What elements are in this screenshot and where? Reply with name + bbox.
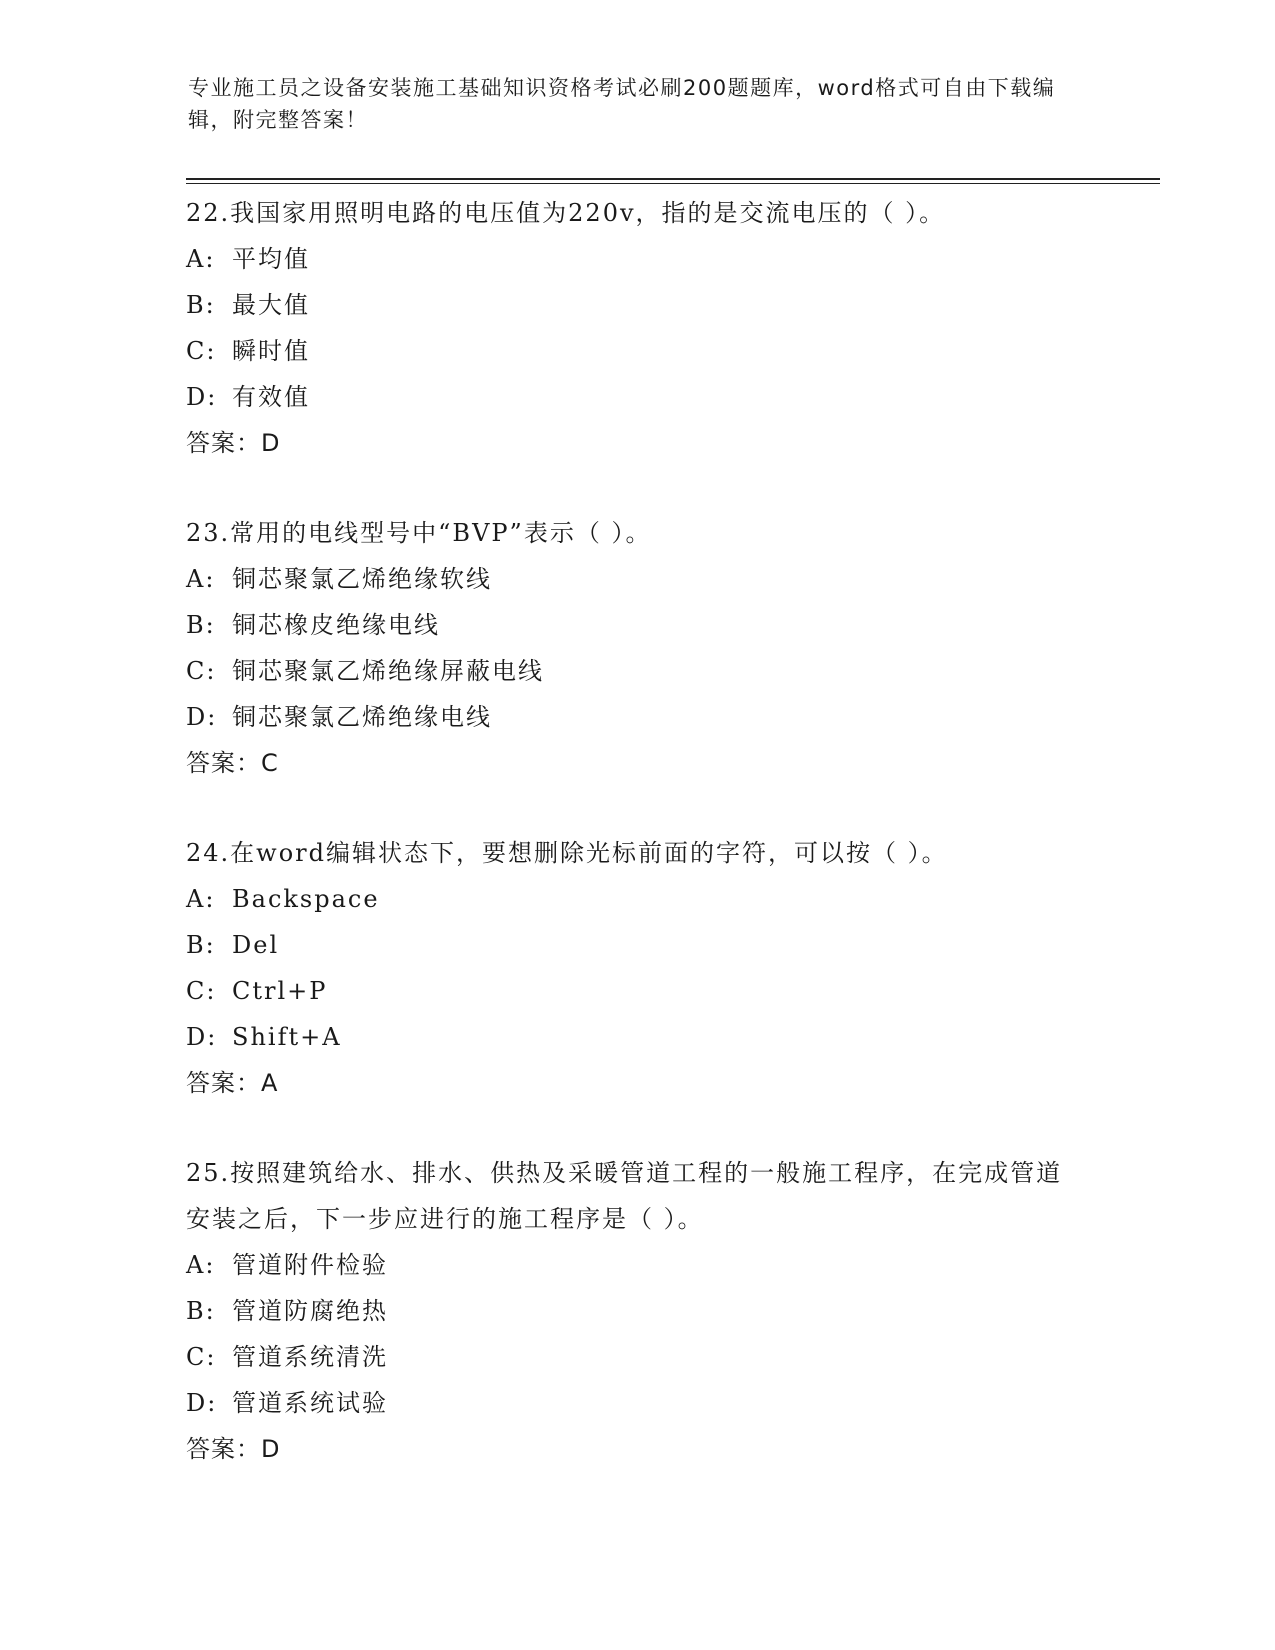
option-text: 瞬时值 [232,337,310,365]
option-key: B: [186,931,216,959]
option-a [186,556,1086,602]
option-key: D: [186,703,218,731]
option-key: A: [186,565,216,593]
option-text: Del [232,931,280,959]
option-text: 管道系统清洗 [232,1343,388,1371]
answer-value: A [261,1069,279,1097]
option-b [186,602,1086,648]
question-stem: 24.在word编辑状态下，要想删除光标前面的字符，可以按（ ）。 [186,839,948,867]
question-23 [186,510,1086,786]
option-a [186,876,1086,922]
question-stem: 25.按照建筑给水、排水、供热及采暖管道工程的一般施工程序，在完成管道安装之后，下一步应进行的施工程序是（ ）。 [186,1159,1063,1233]
option-c [186,328,1086,374]
option-text: 铜芯聚氯乙烯绝缘软线 [232,565,492,593]
option-d [186,694,1086,740]
question-22 [186,190,1086,466]
answer-line [186,420,1086,466]
answer-value: D [261,429,281,457]
option-d [186,1380,1086,1426]
option-text: 管道附件检验 [232,1251,388,1279]
option-c [186,648,1086,694]
option-key: A: [186,245,216,273]
option-text: 管道防腐绝热 [232,1297,388,1325]
option-key: B: [186,291,216,319]
option-text: 铜芯聚氯乙烯绝缘电线 [232,703,492,731]
option-key: A: [186,885,216,913]
option-text: 铜芯橡皮绝缘电线 [232,611,440,639]
option-key: C: [186,1343,217,1371]
question-list [186,190,1086,1516]
option-key: D: [186,1023,218,1051]
answer-value: D [261,1435,281,1463]
option-text: 有效值 [232,383,310,411]
option-c [186,1334,1086,1380]
question-stem: 23.常用的电线型号中“BVP”表示（ ）。 [186,519,652,547]
option-text: Backspace [232,885,380,913]
answer-label: 答案： [186,1435,261,1463]
option-a [186,236,1086,282]
answer-label: 答案： [186,749,261,777]
option-text: Shift+A [232,1023,342,1051]
option-d [186,374,1086,420]
answer-value: C [261,749,279,777]
option-key: A: [186,1251,216,1279]
answer-label: 答案： [186,1069,261,1097]
option-key: C: [186,657,217,685]
header-divider-thin [186,183,1160,184]
option-text: Ctrl+P [232,977,328,1005]
option-b [186,1288,1086,1334]
option-key: B: [186,1297,216,1325]
option-key: D: [186,1389,218,1417]
answer-label: 答案： [186,429,261,457]
option-b [186,282,1086,328]
option-b [186,922,1086,968]
option-key: C: [186,977,217,1005]
answer-line [186,1426,1086,1472]
question-25 [186,1150,1086,1472]
question-24 [186,830,1086,1106]
question-stem: 22.我国家用照明电路的电压值为220v，指的是交流电压的（ ）。 [186,199,946,227]
option-text: 铜芯聚氯乙烯绝缘屏蔽电线 [232,657,544,685]
option-a [186,1242,1086,1288]
header-divider-thick [186,178,1160,180]
answer-line [186,1060,1086,1106]
option-text: 管道系统试验 [232,1389,388,1417]
document-header: 专业施工员之设备安装施工基础知识资格考试必刷200题题库，word格式可自由下载编辑，附完整答案！ [188,76,1056,132]
answer-line [186,740,1086,786]
option-key: C: [186,337,217,365]
option-key: D: [186,383,218,411]
option-text: 平均值 [232,245,310,273]
option-key: B: [186,611,216,639]
option-d [186,1014,1086,1060]
option-text: 最大值 [232,291,310,319]
option-c [186,968,1086,1014]
